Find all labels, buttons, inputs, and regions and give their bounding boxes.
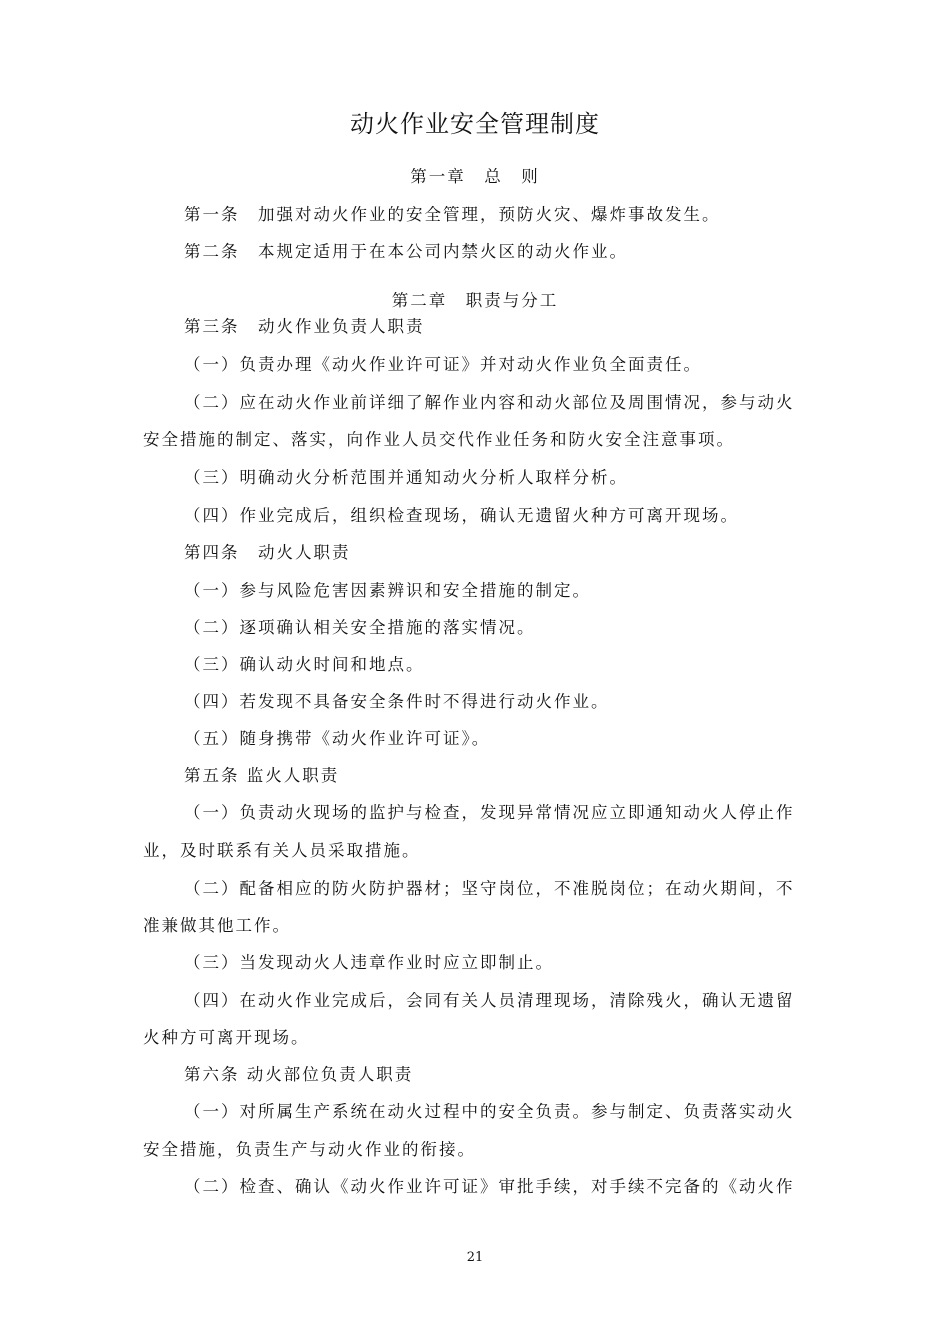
- article-2: 第二条 本规定适用于在本公司内禁火区的动火作业。: [184, 242, 628, 261]
- chapter-2-heading: 第二章 职责与分工: [391, 291, 559, 310]
- article-5-item-2-cont: 准兼做其他工作。: [143, 916, 291, 935]
- article-5-item-3: （三）当发现动火人违章作业时应立即制止。: [184, 953, 554, 972]
- document-title: 动火作业安全管理制度: [350, 110, 600, 138]
- article-4-item-2: （二）逐项确认相关安全措施的落实情况。: [184, 618, 536, 637]
- article-5-item-4: （四）在动火作业完成后，会同有关人员清理现场，清除残火，确认无遗留: [184, 991, 795, 1010]
- article-4-item-5: （五）随身携带《动火作业许可证》。: [184, 729, 491, 748]
- article-4-item-4: （四）若发现不具备安全条件时不得进行动火作业。: [184, 692, 610, 711]
- article-5: 第五条 监火人职责: [184, 766, 340, 785]
- article-3-item-3: （三）明确动火分析范围并通知动火分析人取样分析。: [184, 468, 628, 487]
- chapter-1-heading: 第一章 总 则: [410, 167, 540, 186]
- article-3-item-2: （二）应在动火作业前详细了解作业内容和动火部位及周围情况，参与动火: [184, 393, 795, 412]
- article-3-item-2-cont: 安全措施的制定、落实，向作业人员交代作业任务和防火安全注意事项。: [143, 430, 735, 449]
- article-3: 第三条 动火作业负责人职责: [184, 317, 425, 336]
- article-5-item-2: （二）配备相应的防火防护器材；坚守岗位，不准脱岗位；在动火期间，不: [184, 879, 795, 898]
- article-4-item-3: （三）确认动火时间和地点。: [184, 655, 425, 674]
- article-4: 第四条 动火人职责: [184, 543, 351, 562]
- article-3-item-4: （四）作业完成后，组织检查现场，确认无遗留火种方可离开现场。: [184, 506, 739, 525]
- article-6: 第六条 动火部位负责人职责: [184, 1065, 414, 1084]
- article-3-item-1: （一）负责办理《动火作业许可证》并对动火作业负全面责任。: [184, 355, 702, 374]
- article-5-item-1: （一）负责动火现场的监护与检查，发现异常情况应立即通知动火人停止作: [184, 803, 795, 822]
- article-5-item-4-cont: 火种方可离开现场。: [143, 1028, 310, 1047]
- article-6-item-1: （一）对所属生产系统在动火过程中的安全负责。参与制定、负责落实动火: [184, 1102, 795, 1121]
- article-1: 第一条 加强对动火作业的安全管理，预防火灾、爆炸事故发生。: [184, 205, 721, 224]
- page-number: 21: [466, 1250, 484, 1265]
- article-6-item-2: （二）检查、确认《动火作业许可证》审批手续，对手续不完备的《动火作: [184, 1177, 795, 1196]
- article-6-item-1-cont: 安全措施，负责生产与动火作业的衔接。: [143, 1140, 476, 1159]
- article-4-item-1: （一）参与风险危害因素辨识和安全措施的制定。: [184, 581, 591, 600]
- article-5-item-1-cont: 业，及时联系有关人员采取措施。: [143, 841, 421, 860]
